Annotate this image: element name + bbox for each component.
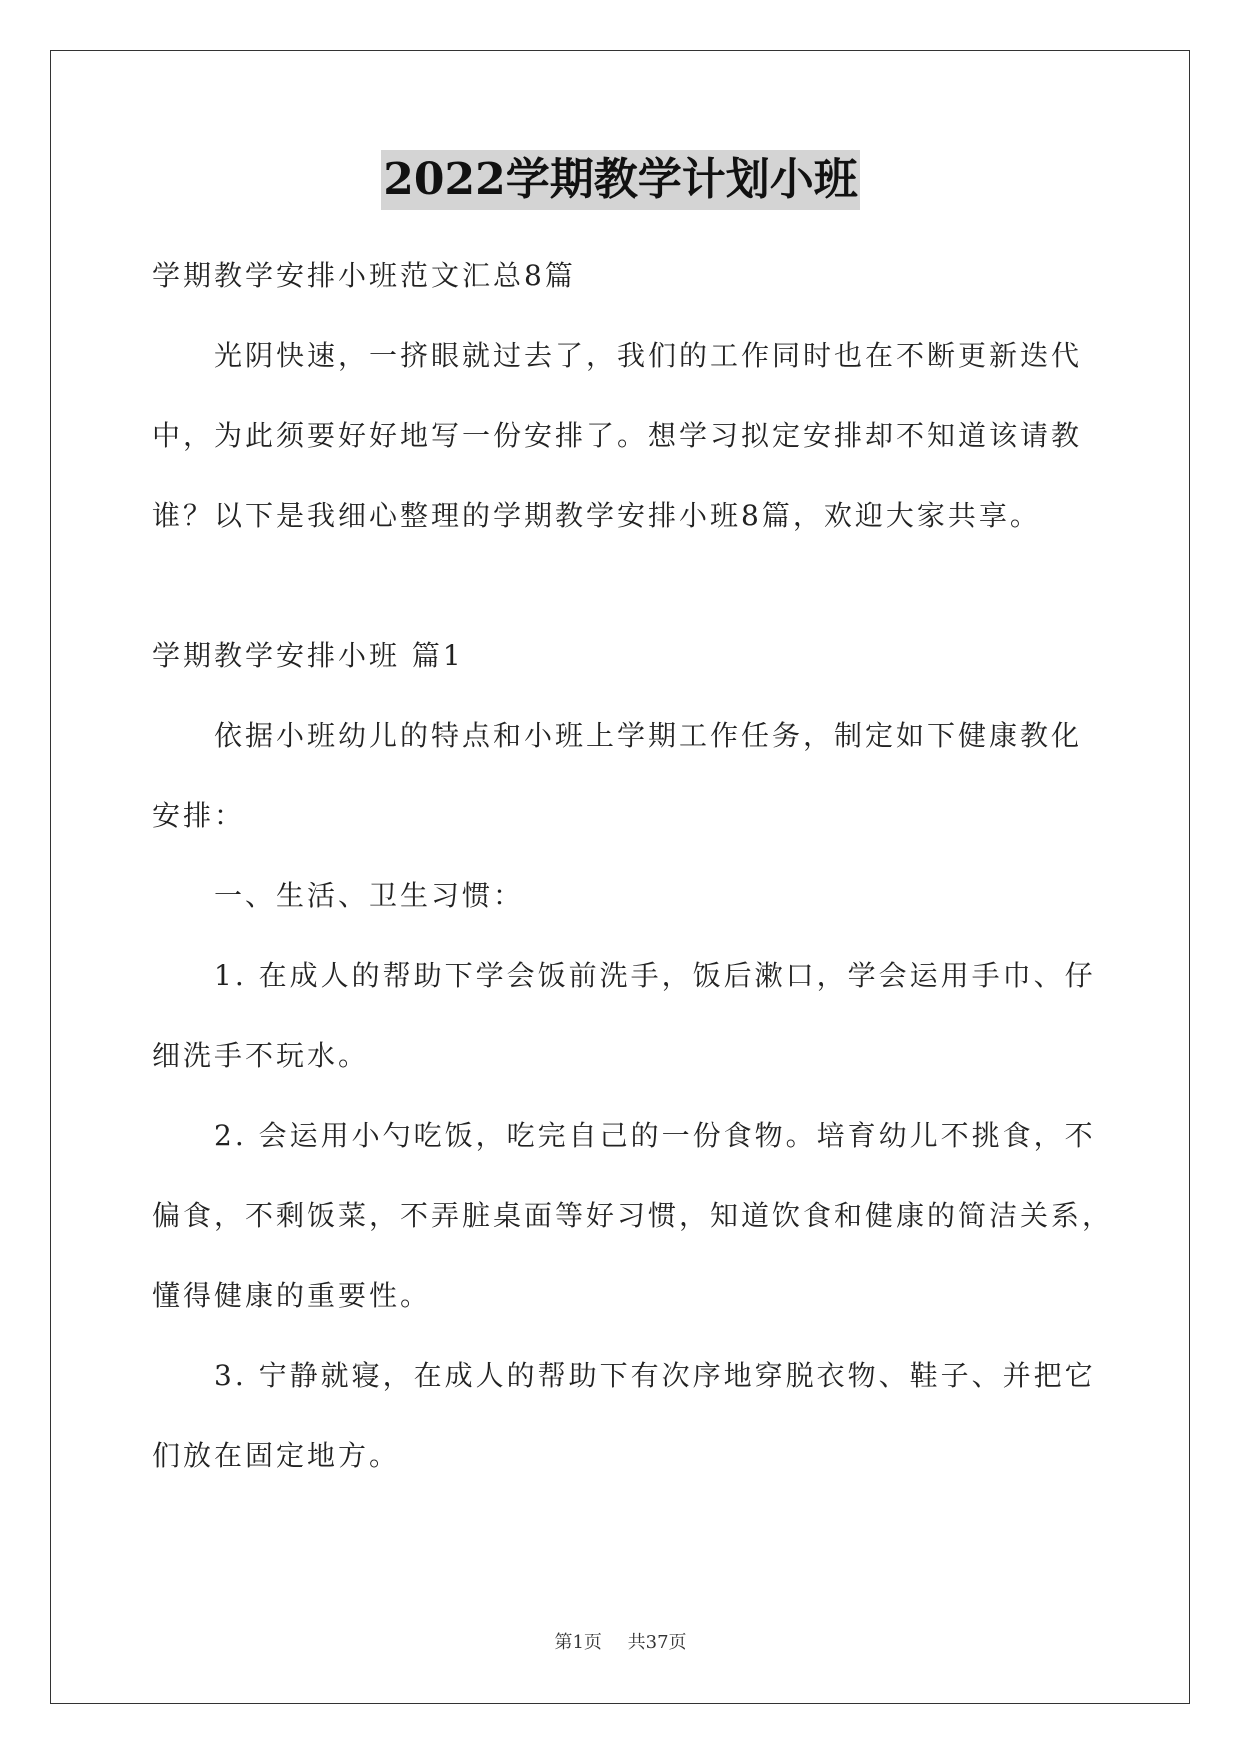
paragraph-line: 谁？以下是我细心整理的学期教学安排小班8篇，欢迎大家共享。 [152, 499, 1041, 532]
list-item-line: 偏食，不剩饭菜，不弄脏桌面等好习惯，知道饮食和健康的简洁关系， [152, 1199, 1114, 1232]
page-total: 共37页 [627, 1632, 687, 1653]
list-item-line: 细洗手不玩水。 [152, 1039, 370, 1072]
list-item-line: 懂得健康的重要性。 [152, 1279, 432, 1312]
subtitle-line: 学期教学安排小班范文汇总8篇 [152, 259, 576, 292]
list-item-line: 1. 在成人的帮助下学会饭前洗手，饭后漱口，学会运用手巾、仔 [214, 959, 1096, 992]
section-heading: 学期教学安排小班 篇1 [152, 639, 464, 672]
section-gap [152, 556, 1090, 616]
paragraph-line: 依据小班幼儿的特点和小班上学期工作任务，制定如下健康教化 [214, 719, 1083, 752]
list-item-line: 2. 会运用小勺吃饭，吃完自己的一份食物。培育幼儿不挑食，不 [214, 1119, 1096, 1152]
page-number: 第1页 [554, 1632, 602, 1653]
paragraph-line: 光阴快速，一挤眼就过去了，我们的工作同时也在不断更新迭代 [214, 339, 1083, 372]
paragraph-line: 安排： [152, 799, 246, 832]
list-heading: 一、生活、卫生习惯： [214, 879, 525, 912]
list-item-line: 3. 宁静就寝，在成人的帮助下有次序地穿脱衣物、鞋子、并把它 [214, 1359, 1096, 1392]
document-title: 2022学期教学计划小班 [381, 150, 859, 210]
paragraph-line: 中，为此须要好好地写一份安排了。想学习拟定安排却不知道该请教 [152, 419, 1083, 452]
page-footer [0, 1628, 1241, 1654]
list-item-line: 们放在固定地方。 [152, 1439, 401, 1472]
title-container [0, 150, 1241, 210]
document-body [152, 236, 1114, 1496]
